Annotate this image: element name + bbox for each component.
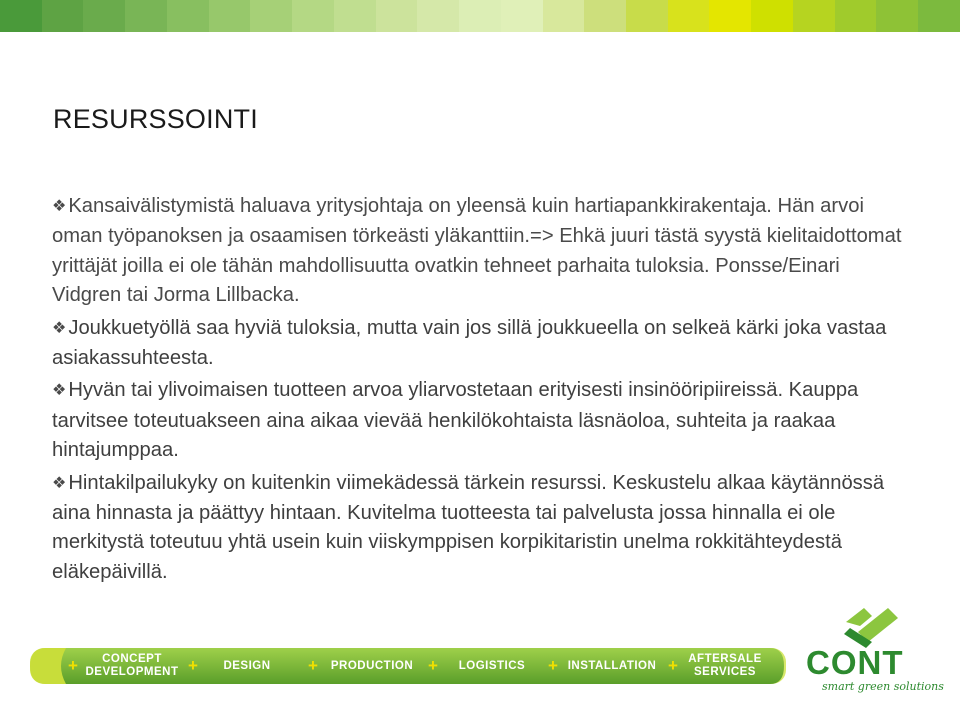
step-label: DESIGN bbox=[223, 659, 271, 672]
company-logo-text: CONT bbox=[806, 644, 904, 681]
plus-icon: + bbox=[188, 656, 198, 675]
color-strip-segment bbox=[668, 0, 710, 32]
step-aftersale-services bbox=[664, 646, 768, 686]
color-strip-segment bbox=[167, 0, 209, 32]
color-strip-segment bbox=[918, 0, 960, 32]
step-label: SERVICES bbox=[694, 666, 756, 678]
step-logistics bbox=[424, 646, 542, 686]
color-strip-segment bbox=[376, 0, 418, 32]
color-strip-segment bbox=[501, 0, 543, 32]
plus-icon: + bbox=[308, 656, 318, 675]
step-label: DEVELOPMENT bbox=[85, 666, 179, 678]
color-strip-segment bbox=[42, 0, 84, 32]
step-label: LOGISTICS bbox=[458, 659, 526, 672]
diamond-bullet-icon: ❖ bbox=[52, 319, 67, 337]
slide-title: RESURSSOINTI bbox=[53, 104, 258, 134]
color-strip-segment bbox=[292, 0, 334, 32]
color-strip-segment bbox=[125, 0, 167, 32]
diamond-bullet-icon: ❖ bbox=[52, 382, 67, 400]
plus-icon: + bbox=[668, 656, 678, 675]
color-strip-segment bbox=[835, 0, 877, 32]
top-color-strip bbox=[0, 0, 960, 32]
step-label: AFTERSALE bbox=[688, 653, 762, 665]
color-strip-segment bbox=[250, 0, 292, 32]
company-tagline: smart green solutions bbox=[822, 680, 944, 693]
color-strip-segment bbox=[209, 0, 251, 32]
color-strip-segment bbox=[0, 0, 42, 32]
color-strip-segment bbox=[626, 0, 668, 32]
bullet-item: ❖Hintakilpailukyky on kuitenkin viimekädessä tärkein resurssi. Keskustelu alkaa käytännössä aina hinnasta ja päättyy hintaan. Kuvitelma tuotteesta tai palvelusta jossa hinnalla ei ole merkitystä toteutuu yhtä usein kuin viiskymppisen korpikitaristin unelma rokkitähteydestä eläkepäivillä. bbox=[52, 471, 885, 583]
color-strip-segment bbox=[876, 0, 918, 32]
color-strip-segment bbox=[793, 0, 835, 32]
bullet-item: ❖Hyvän tai ylivoimaisen tuotteen arvoa yliarvostetaan erityisesti insinööripiireissä. Kauppa tarvitsee toteutuakseen aina aikaa vievää henkilökohtaista läsnäoloa, suhteita ja raakaa hintajumppaa. bbox=[52, 379, 859, 462]
bullet-item: ❖Kansaivälistymistä haluava yritysjohtaja on yleensä kuin hartiapankkirakentaja. Hän arvoi oman työpanoksen ja osaamisen törkeästi yläkanttiin.=> Ehkä juuri tästä syystä kielitaidottomat yrittäjät joilla ei ole tähän mahdollisuutta ovatkin tehneet parhaita tuloksia. Ponsse/Einari Vidgren tai Jorma Lillbacka. bbox=[52, 195, 902, 307]
color-strip-segment bbox=[543, 0, 585, 32]
step-production bbox=[304, 646, 422, 686]
bullet-item: ❖Joukkuetyöllä saa hyviä tuloksia, mutta vain jos sillä joukkueella on selkeä kärki joka vastaa asiakassuhteesta. bbox=[52, 316, 887, 370]
step-design bbox=[184, 646, 292, 686]
step-label: CONCEPT bbox=[102, 653, 162, 665]
plus-icon: + bbox=[548, 656, 558, 675]
diamond-bullet-icon: ❖ bbox=[52, 198, 67, 215]
color-strip-segment bbox=[334, 0, 376, 32]
color-strip-segment bbox=[83, 0, 125, 32]
plus-icon: + bbox=[428, 656, 438, 675]
color-strip-segment bbox=[709, 0, 751, 32]
slide-body bbox=[52, 192, 912, 590]
step-label: PRODUCTION bbox=[330, 659, 414, 672]
color-strip-segment bbox=[459, 0, 501, 32]
color-strip-segment bbox=[417, 0, 459, 32]
step-installation bbox=[544, 646, 662, 686]
plus-icon: + bbox=[68, 656, 78, 675]
step-label: INSTALLATION bbox=[567, 659, 657, 672]
step-concept-development bbox=[64, 646, 182, 686]
diamond-bullet-icon: ❖ bbox=[52, 474, 67, 492]
color-strip-segment bbox=[751, 0, 793, 32]
process-chain bbox=[30, 646, 790, 686]
color-strip-segment bbox=[584, 0, 626, 32]
